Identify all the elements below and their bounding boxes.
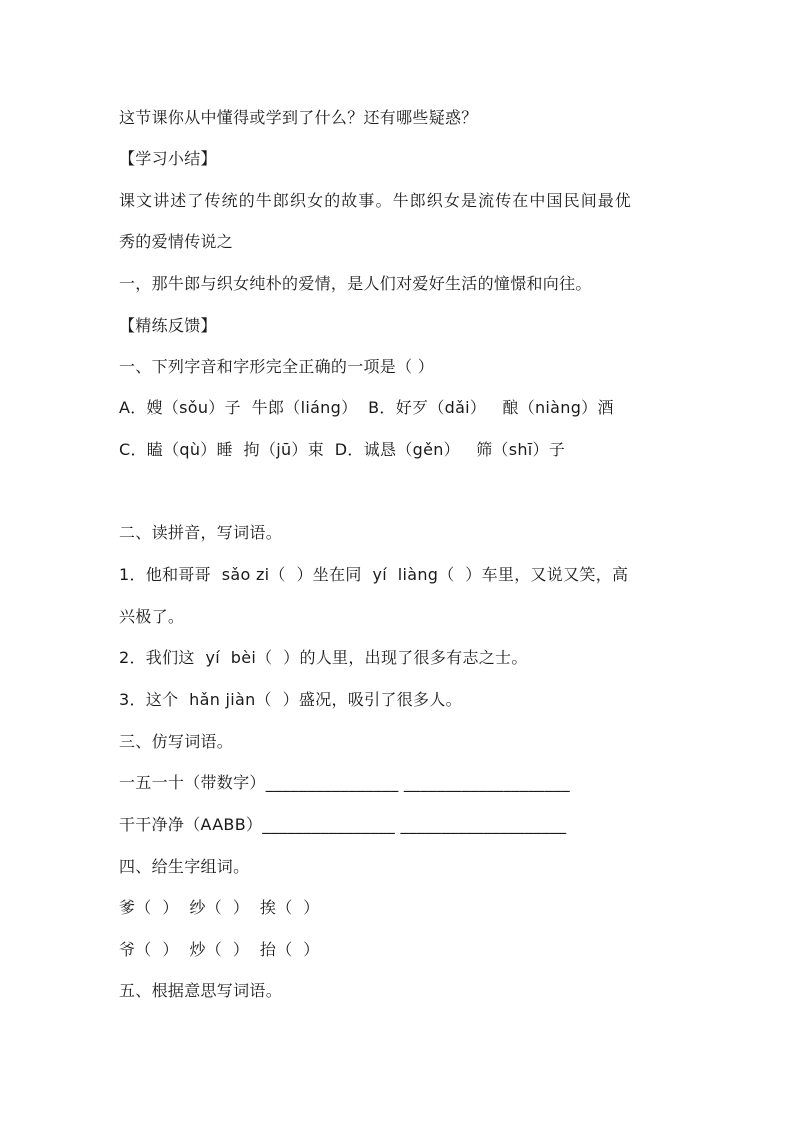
question-4-row-1: 爹（ ） 纱（ ） 挨（ ） [119,898,320,917]
question-3-heading: 三、仿写词语。 [119,732,234,751]
question-2-item-3: 3．这个 hǎn jiàn（ ）盛况，吸引了很多人。 [119,690,462,709]
question-3-item-1: 一五一十（带数字）________________ ____________________ [119,773,570,792]
question-3-item-2: 干干净净（AABB）________________ ____________________ [119,815,567,834]
summary-paragraph-line-3: 一，那牛郎与织女纯朴的爱情，是人们对爱好生活的憧憬和向往。 [119,274,592,293]
question-1-options-ab: A．嫂（sǒu）子 牛郎（liáng） B．好歹（dǎi） 酿（niàng）酒 [119,398,614,417]
section-heading-summary: 【学习小结】 [119,149,217,168]
question-4-heading: 四、给生字组词。 [119,857,250,876]
question-2-item-1-cont: 兴极了。 [119,607,185,626]
reflection-question: 这节课你从中懂得或学到了什么？还有哪些疑惑？ [119,108,478,127]
question-1-options-cd: C．瞌（qù）睡 拘（jū）束 D．诚恳（gěn） 筛（shī）子 [119,440,566,459]
section-heading-practice: 【精练反馈】 [119,316,217,335]
question-2-heading: 二、读拼音，写词语。 [119,523,283,542]
question-4-row-2: 爷（ ） 炒（ ） 抬（ ） [119,940,320,959]
summary-paragraph-line-2: 秀的爱情传说之 [119,232,234,251]
summary-paragraph-line-1: 课文讲述了传统的牛郎织女的故事。牛郎织女是流传在中国民间最优 [119,191,633,210]
question-5-heading: 五、根据意思写词语。 [119,981,283,1000]
question-2-item-1: 1．他和哥哥 sǎo zi（ ）坐在同 yí liàng（ ）车里，又说又笑，高 [119,565,629,584]
question-2-item-2: 2．我们这 yí bèi（ ）的人里，出现了很多有志之士。 [119,648,528,667]
question-1-prompt: 一、下列字音和字形完全正确的一项是（ ） [119,357,435,376]
